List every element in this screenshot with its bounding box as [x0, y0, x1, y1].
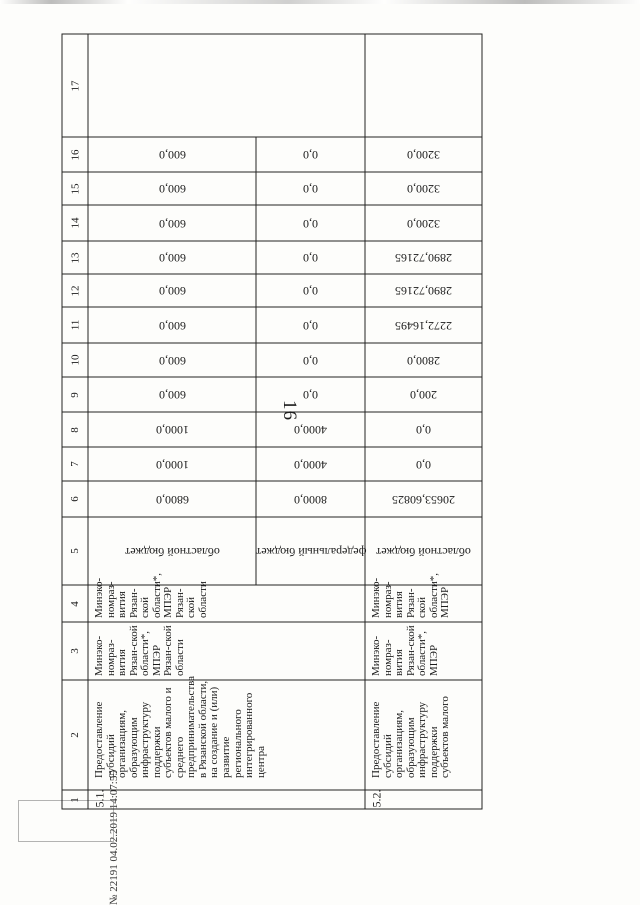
- row-number: 5.2.: [369, 789, 384, 807]
- column-number-4: 4: [68, 600, 81, 607]
- column-number-11: 11: [68, 319, 81, 331]
- value-cell: 1000,0: [155, 457, 189, 472]
- value-cell: 0,0: [303, 388, 318, 402]
- value-cell: 8000,0: [294, 492, 327, 507]
- value-cell: 600,0: [158, 388, 186, 402]
- value-cell: 1000,0: [155, 423, 189, 437]
- column-number-15: 15: [69, 183, 81, 194]
- column-number-12: 12: [69, 285, 81, 296]
- value-cell: 600,0: [158, 216, 186, 231]
- registration-footer: № 22191 04.02.2019 14:07:55: [108, 770, 120, 905]
- value-cell: 0,0: [303, 148, 318, 162]
- value-cell: 600,0: [158, 148, 186, 162]
- value-cell: 3200,0: [407, 182, 440, 196]
- value-cell: 2890,72165: [395, 251, 452, 265]
- column-number-13: 13: [69, 252, 81, 263]
- value-cell: 0,0: [303, 353, 318, 368]
- column-number-10: 10: [69, 354, 81, 366]
- value-cell: 3200,0: [407, 216, 440, 231]
- value-cell: 0,0: [416, 423, 431, 437]
- column-number-16: 16: [69, 149, 81, 160]
- value-cell: 0,0: [303, 284, 318, 298]
- value-cell: 2800,0: [407, 353, 440, 368]
- value-cell: 2272,16495: [395, 318, 452, 333]
- value-cell: 600,0: [158, 284, 186, 298]
- budget-source: федеральный бюджет: [255, 544, 366, 559]
- page-number: 16: [279, 400, 300, 421]
- value-cell: 3200,0: [407, 148, 440, 162]
- column-number-14: 14: [69, 217, 81, 229]
- value-cell: 200,0: [410, 388, 437, 402]
- column-number-6: 6: [68, 496, 81, 502]
- value-cell: 0,0: [303, 216, 318, 231]
- value-cell: 6800,0: [155, 492, 189, 507]
- budget-source: областной бюджет: [124, 544, 220, 559]
- column-number-1: 1: [68, 796, 81, 803]
- value-cell: 0,0: [303, 251, 318, 265]
- value-cell: 4000,0: [294, 457, 327, 472]
- value-cell: 600,0: [158, 251, 186, 265]
- column-number-7: 7: [68, 461, 81, 467]
- column-number-2: 2: [68, 732, 81, 738]
- column-number-8: 8: [68, 426, 81, 433]
- column-number-5: 5: [68, 548, 81, 554]
- value-cell: 4000,0: [294, 423, 327, 437]
- value-cell: 0,0: [416, 457, 431, 472]
- row-recipient: Минэко-номраз-вития Рязан-ской области*, МПЭР Рязан-ской области: [93, 572, 209, 618]
- row-executor: Минэко-номраз-вития Рязан-ской области*, МПЭР: [370, 625, 440, 676]
- value-cell: 0,0: [303, 182, 318, 196]
- value-cell: 600,0: [158, 318, 186, 333]
- row-recipient: Минэко-номраз-вития Рязан-ской области*, МПЭР: [370, 572, 452, 618]
- row-number: 5.1.: [92, 789, 107, 807]
- row-name: Предоставление субсидий организациям, образующим инфраструктуру поддержки субъектов малого и среднего предпринимательства в Рязанской области, на создание и (или) развитие регионального интегрированного центра: [93, 675, 267, 778]
- budget-source: областной бюджет: [376, 544, 471, 559]
- column-number-3: 3: [68, 648, 81, 654]
- value-cell: 2890,72165: [395, 284, 452, 298]
- column-number-9: 9: [68, 391, 81, 398]
- value-cell: 20653,60825: [392, 492, 455, 507]
- value-cell: 0,0: [303, 318, 318, 333]
- column-number-17: 17: [69, 80, 81, 91]
- row-executor: Минэко-номраз-вития Рязан-ской области*, МПЭР Рязан-ской области: [93, 625, 186, 676]
- row-name: Предоставление субсидий организациям, образующим инфраструктуру поддержки субъектов малого: [370, 696, 452, 778]
- value-cell: 600,0: [158, 353, 186, 368]
- value-cell: 600,0: [158, 182, 186, 196]
